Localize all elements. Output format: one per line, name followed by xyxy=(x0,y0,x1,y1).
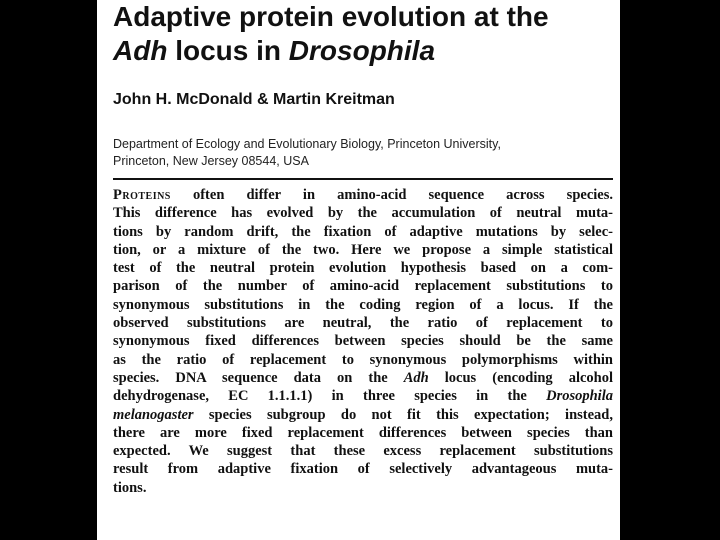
abstract-line: as the ratio of replacement to synonymous polymorphisms within xyxy=(113,351,613,368)
abstract-line: synonymous substitutions in the coding region of a locus. If the xyxy=(113,296,613,313)
abstract-line: tion, or a mixture of the two. Here we propose a simple statistical xyxy=(113,241,613,258)
abstract xyxy=(113,186,613,497)
affiliation-line-2: Princeton, New Jersey 08544, USA xyxy=(113,154,309,168)
abstract-line: expected. We suggest that these excess replacement substitutions xyxy=(113,443,613,460)
abstract-line: observed substitutions are neutral, the ratio of replacement to xyxy=(113,315,613,332)
abstract-line: melanogaster species subgroup do not fit this expectation; instead, xyxy=(113,406,613,423)
abstract-line: there are more fixed replacement differences between species than xyxy=(113,424,613,441)
abstract-line: parison of the number of amino-acid replacement substitutions to xyxy=(113,278,613,295)
abstract-line: This difference has evolved by the accumulation of neutral muta- xyxy=(113,205,613,222)
abstract-line: synonymous fixed differences between species should be the same xyxy=(113,333,613,350)
abstract-line: species. DNA sequence data on the Adh locus (encoding alcohol xyxy=(113,369,613,386)
title-italic-drosophila: Drosophila xyxy=(288,35,436,66)
abstract-line: test of the neutral protein evolution hypothesis based on a com- xyxy=(113,260,613,277)
paper-title xyxy=(113,0,549,68)
abstract-line: result from adaptive fixation of selectively advantageous muta- xyxy=(113,461,613,478)
abstract-line: Proteins often differ in amino-acid sequence across species. xyxy=(113,187,613,203)
abstract-line: dehydrogenase, EC 1.1.1.1) in three species in the Drosophila xyxy=(113,388,613,405)
abstract-line: tions by random drift, the fixation of adaptive mutations by selec- xyxy=(113,223,613,240)
title-italic-adh: Adh xyxy=(113,35,168,66)
paper-page xyxy=(97,0,620,540)
affiliation-line-1: Department of Ecology and Evolutionary Biology, Princeton University, xyxy=(113,137,501,151)
header-rule xyxy=(113,178,613,180)
abstract-lead-word: Proteins xyxy=(113,187,171,203)
title-line-2-mid: locus in xyxy=(167,35,289,66)
title-line-1: Adaptive protein evolution at the xyxy=(113,1,549,32)
abstract-line: tions. xyxy=(113,479,147,496)
author-list: John H. McDonald & Martin Kreitman xyxy=(113,91,395,108)
affiliation xyxy=(113,136,603,170)
